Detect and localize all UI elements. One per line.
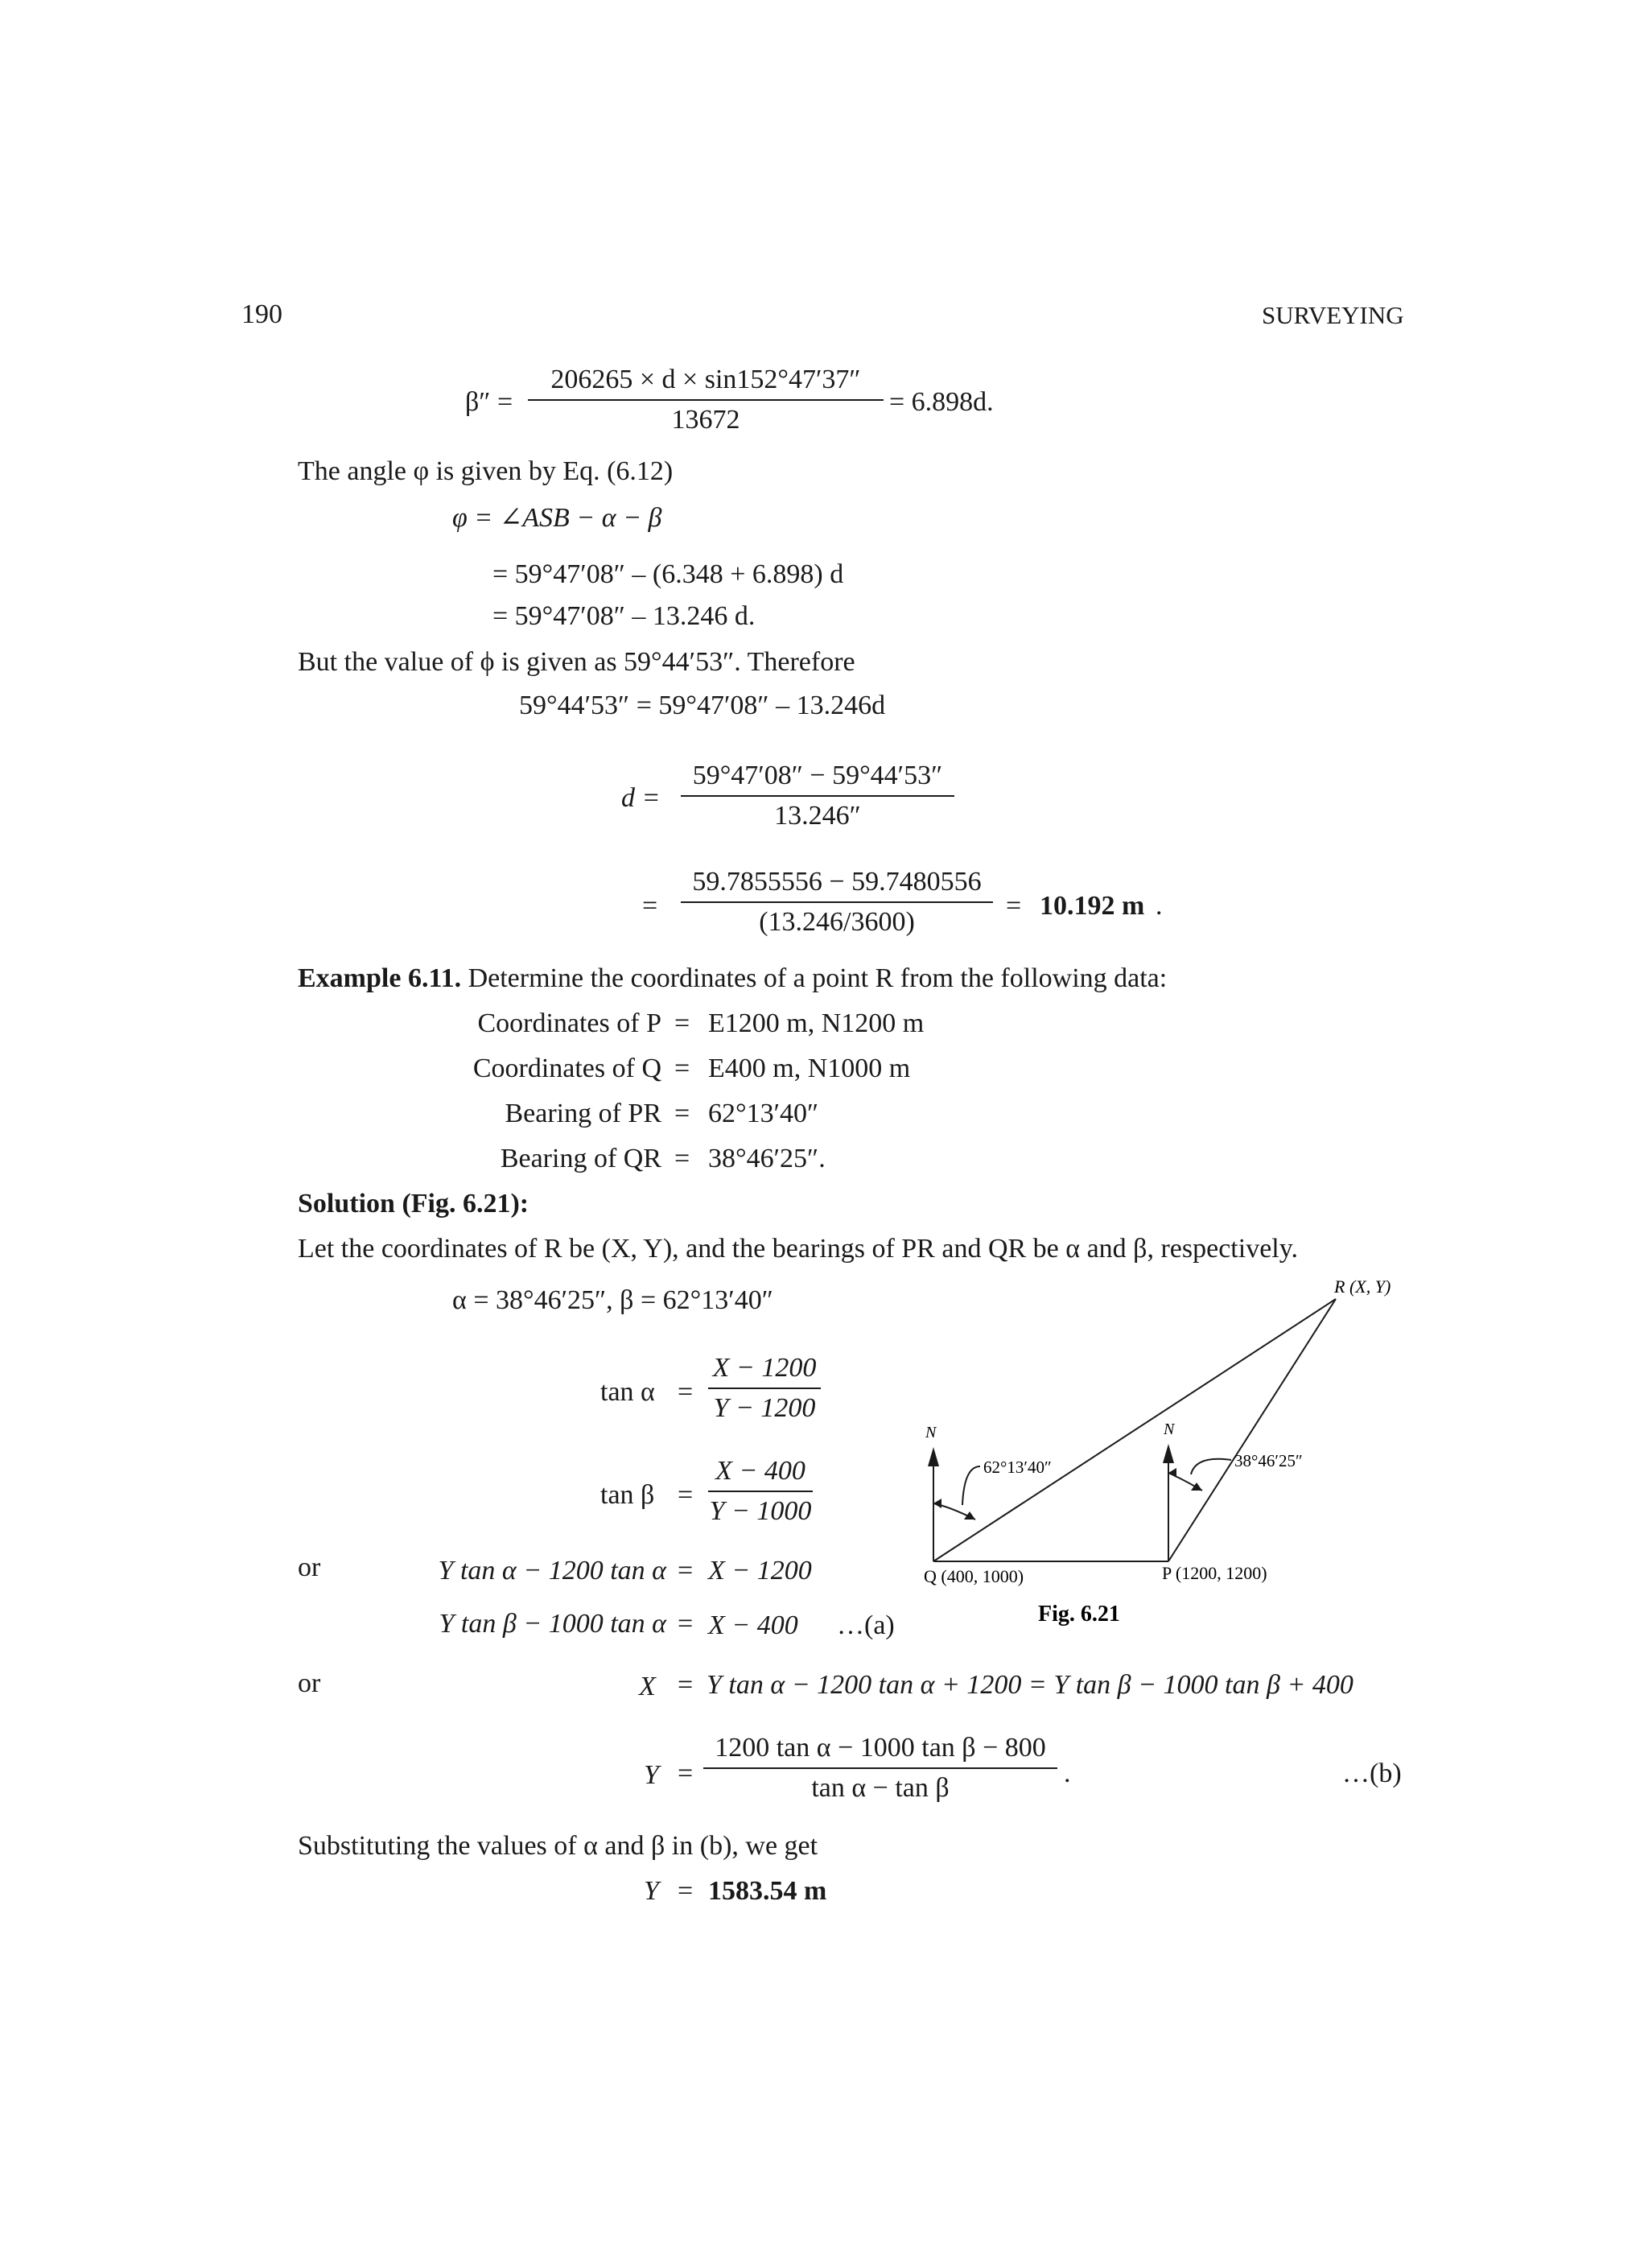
result-lhs: Y bbox=[644, 1876, 659, 1906]
or1-rhs: X − 1200 bbox=[708, 1556, 812, 1586]
result-eq: = bbox=[678, 1876, 694, 1906]
label-angle-q: 62°13′40″ bbox=[983, 1458, 1052, 1477]
tan-beta-denominator: Y − 1000 bbox=[709, 1496, 812, 1526]
label-q: Q (400, 1000) bbox=[924, 1566, 1024, 1586]
line-q-r bbox=[933, 1299, 1336, 1561]
y-numerator: 1200 tan α − 1000 tan β − 800 bbox=[715, 1733, 1046, 1763]
or-label: or bbox=[298, 1553, 321, 1582]
y-lhs: Y bbox=[644, 1760, 659, 1790]
solution-text: Let the coordinates of R be (X, Y), and the bearings of PR and QR be α and β, respectively. bbox=[298, 1234, 1299, 1264]
d-fraction bbox=[681, 760, 954, 832]
beta-lhs: β″ = bbox=[465, 387, 513, 417]
tan-alpha-denominator: Y − 1200 bbox=[713, 1393, 816, 1423]
data-row-eq: = bbox=[674, 1099, 690, 1128]
north-arrow-icon bbox=[928, 1447, 939, 1466]
d2-period: . bbox=[1156, 891, 1163, 921]
d-denominator: 13.246″ bbox=[774, 801, 861, 831]
data-row-eq: = bbox=[674, 1144, 690, 1173]
arrowhead-icon bbox=[933, 1499, 941, 1508]
data-row-name: Bearing of PR bbox=[505, 1099, 661, 1128]
x-eq: = bbox=[678, 1670, 694, 1700]
phi-eq-line1: φ = ∠ASB − α − β bbox=[452, 503, 662, 533]
or2-eq: = bbox=[678, 1609, 694, 1639]
d2-equals: = bbox=[1006, 891, 1022, 921]
text-but-value: But the value of ϕ is given as 59°44′53″. Therefore bbox=[298, 647, 855, 677]
tan-alpha-numerator: X − 1200 bbox=[712, 1353, 817, 1383]
y-period: . bbox=[1064, 1759, 1071, 1788]
angle-arc-q bbox=[933, 1503, 975, 1520]
label-n-p: N bbox=[1164, 1421, 1175, 1438]
phi-eq-line2: = 59°47′08″ – (6.348 + 6.898) d bbox=[492, 559, 844, 589]
or1-eq: = bbox=[678, 1556, 694, 1586]
result-value: 1583.54 m bbox=[708, 1876, 827, 1906]
d2-denominator: (13.246/3600) bbox=[759, 907, 915, 937]
tan-alpha-fraction bbox=[708, 1352, 821, 1425]
label-p: P (1200, 1200) bbox=[1162, 1563, 1267, 1583]
data-row-eq: = bbox=[674, 1008, 690, 1038]
d-lhs: d = bbox=[621, 783, 661, 813]
data-row-eq: = bbox=[674, 1054, 690, 1083]
d2-result: 10.192 m bbox=[1040, 891, 1145, 921]
y-eq: = bbox=[678, 1759, 694, 1788]
fraction-bar bbox=[681, 795, 954, 797]
tan-beta-eq: = bbox=[678, 1480, 694, 1510]
text-angle-phi: The angle φ is given by Eq. (6.12) bbox=[298, 456, 674, 486]
arrowhead-icon bbox=[1168, 1468, 1176, 1478]
angle-leader-p bbox=[1191, 1459, 1231, 1474]
data-row-value: 62°13′40″ bbox=[708, 1099, 819, 1128]
phi-eq-line3: = 59°47′08″ – 13.246 d. bbox=[492, 601, 756, 631]
line-p-r bbox=[1168, 1299, 1336, 1561]
beta-numerator: 206265 × d × sin152°47′37″ bbox=[550, 365, 861, 394]
solution-label: Solution (Fig. 6.21): bbox=[298, 1189, 529, 1219]
running-title: SURVEYING bbox=[1262, 301, 1404, 329]
arrowhead-icon bbox=[964, 1511, 975, 1520]
fraction-bar bbox=[708, 1491, 813, 1492]
angle-arc-p bbox=[1168, 1473, 1202, 1491]
example-text: Determine the coordinates of a point R from the following data: bbox=[461, 963, 1168, 993]
beta-fraction bbox=[528, 364, 884, 436]
or1-lhs: Y tan α − 1200 tan α bbox=[438, 1556, 666, 1586]
angle-leader-q bbox=[962, 1466, 980, 1505]
data-row-value: E400 m, N1000 m bbox=[708, 1054, 911, 1083]
x-rhs: Y tan α − 1200 tan α + 1200 = Y tan β − 1000 tan β + 400 bbox=[707, 1670, 1353, 1700]
or2-lhs: Y tan β − 1000 tan α bbox=[439, 1609, 666, 1639]
d2-fraction bbox=[681, 866, 993, 938]
d2-lhs: = bbox=[642, 891, 658, 921]
eq-alpha-beta: α = 38°46′25″, β = 62°13′40″ bbox=[452, 1285, 773, 1315]
text-substituting: Substituting the values of α and β in (b), we get bbox=[298, 1831, 818, 1861]
fraction-bar bbox=[708, 1388, 821, 1389]
data-row-name: Bearing of QR bbox=[500, 1144, 661, 1173]
arrowhead-icon bbox=[1191, 1482, 1202, 1491]
beta-result: = 6.898d. bbox=[889, 387, 994, 417]
tan-alpha-eq: = bbox=[678, 1377, 694, 1407]
eq-tag-a: …(a) bbox=[837, 1610, 895, 1640]
eq-equal-line: 59°44′53″ = 59°47′08″ – 13.246d bbox=[519, 691, 886, 720]
fraction-bar bbox=[528, 399, 884, 401]
example-label: Example 6.11. bbox=[298, 963, 462, 993]
fraction-bar bbox=[681, 901, 993, 903]
fraction-bar bbox=[703, 1767, 1057, 1769]
tan-beta-lhs: tan β bbox=[600, 1480, 655, 1510]
label-r: R (X, Y) bbox=[1334, 1276, 1391, 1297]
d-numerator: 59°47′08″ − 59°44′53″ bbox=[692, 761, 943, 790]
label-n-q: N bbox=[925, 1424, 937, 1441]
eq-tag-b: …(b) bbox=[1342, 1759, 1402, 1788]
data-row-name: Coordinates of P bbox=[477, 1008, 661, 1038]
y-fraction bbox=[703, 1732, 1057, 1804]
tan-beta-fraction bbox=[708, 1455, 813, 1528]
data-row-value: 38°46′25″. bbox=[708, 1144, 826, 1173]
figure-caption: Fig. 6.21 bbox=[1038, 1602, 1120, 1627]
d2-numerator: 59.7855556 − 59.7480556 bbox=[692, 867, 982, 897]
page-number: 190 bbox=[241, 299, 282, 329]
or2-rhs: X − 400 bbox=[708, 1610, 798, 1640]
data-row-name: Coordinates of Q bbox=[472, 1054, 661, 1083]
example-heading bbox=[298, 963, 1167, 995]
beta-denominator: 13672 bbox=[671, 405, 740, 435]
tan-beta-numerator: X − 400 bbox=[715, 1456, 805, 1486]
y-denominator: tan α − tan β bbox=[811, 1773, 950, 1803]
tan-alpha-lhs: tan α bbox=[600, 1377, 655, 1407]
or-label: or bbox=[298, 1668, 321, 1698]
x-lhs: X bbox=[639, 1672, 656, 1701]
label-angle-p: 38°46′25″ bbox=[1234, 1451, 1303, 1470]
data-row-value: E1200 m, N1200 m bbox=[708, 1008, 925, 1038]
north-arrow-icon bbox=[1163, 1444, 1174, 1463]
